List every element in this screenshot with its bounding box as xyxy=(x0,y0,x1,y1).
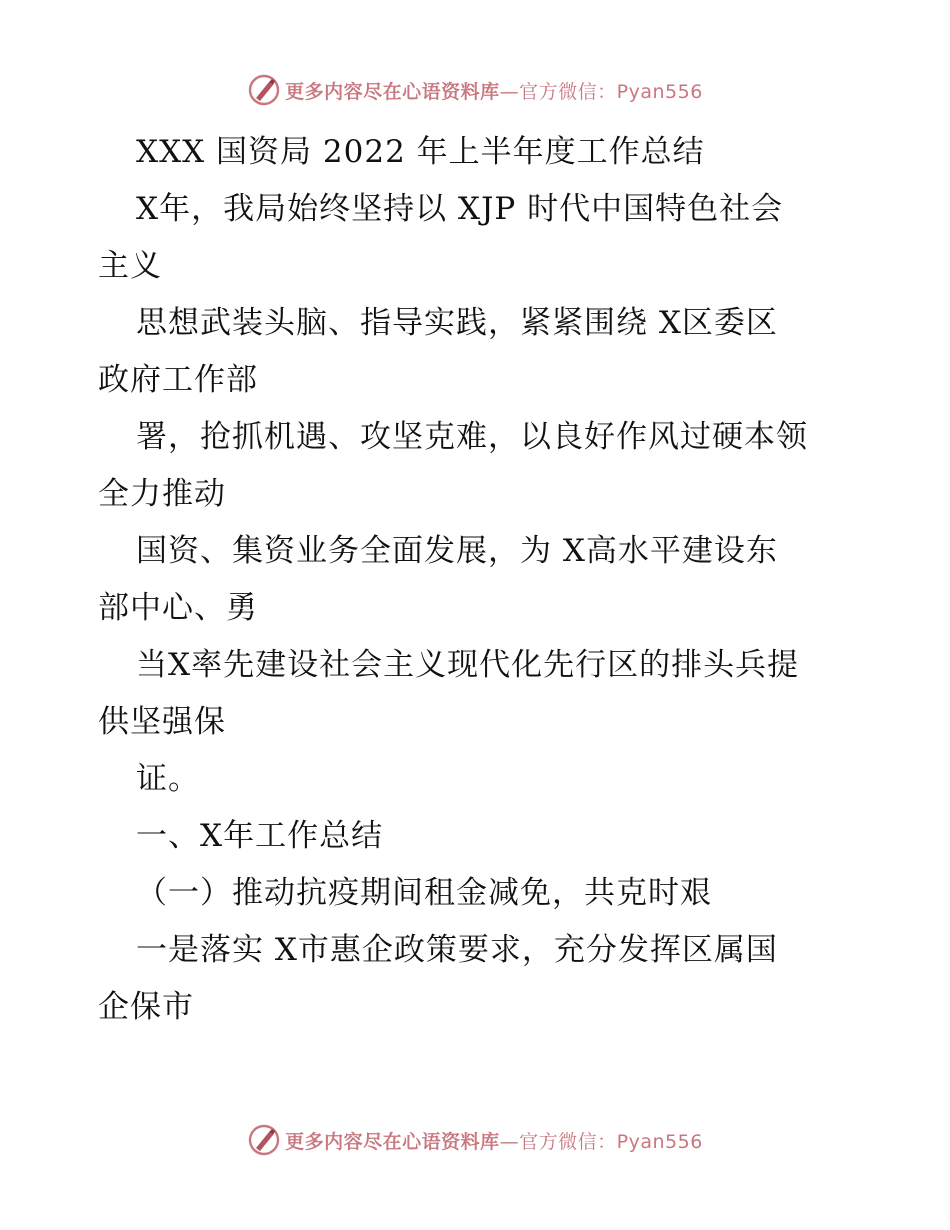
paragraph-line: 署，抢抓机遇、攻坚克难，以良好作风过硬本领 xyxy=(136,419,808,455)
paragraph-line: X年，我局始终坚持以 XJP 时代中国特色社会 xyxy=(136,191,784,227)
watermark-text xyxy=(285,1127,703,1154)
paragraph-line: 思想武装头脑、指导实践，紧紧围绕 X区委区 xyxy=(136,305,778,341)
watermark-lead-text: 更多内容尽在心语资料库 xyxy=(285,80,500,103)
watermark-banner-bottom xyxy=(0,1120,950,1160)
paragraph-line: 国资、集资业务全面发展，为 X高水平建设东 xyxy=(136,533,778,569)
subsection-heading: （一）推动抗疫期间租金减免，共克时艰 xyxy=(136,875,712,911)
pen-nib-logo-icon xyxy=(247,73,281,107)
paragraph-line: 当X率先建设社会主义现代化先行区的排头兵提 xyxy=(136,647,800,683)
paragraph-line: 一是落实 X市惠企政策要求，充分发挥区属国 xyxy=(136,932,778,968)
paragraph-line: 主义 xyxy=(98,248,162,284)
section-heading: 一、X年工作总结 xyxy=(136,818,384,854)
document-title: XXX 国资局 2022 年上半年度工作总结 xyxy=(136,134,705,170)
paragraph-line: 部中心、勇 xyxy=(98,590,258,626)
document-body xyxy=(98,124,858,1036)
watermark-banner-top xyxy=(0,70,950,110)
watermark-tail-text: —官方微信：Pyan556 xyxy=(499,80,703,103)
watermark-lead-text: 更多内容尽在心语资料库 xyxy=(285,1130,500,1153)
paragraph-line: 证。 xyxy=(136,761,200,797)
watermark-text xyxy=(285,77,703,104)
pen-nib-logo-icon xyxy=(247,1123,281,1157)
watermark-tail-text: —官方微信：Pyan556 xyxy=(499,1130,703,1153)
paragraph-line: 企保市 xyxy=(98,989,194,1025)
paragraph-line: 供坚强保 xyxy=(98,704,226,740)
paragraph-line: 全力推动 xyxy=(98,476,226,512)
paragraph-line: 政府工作部 xyxy=(98,362,258,398)
